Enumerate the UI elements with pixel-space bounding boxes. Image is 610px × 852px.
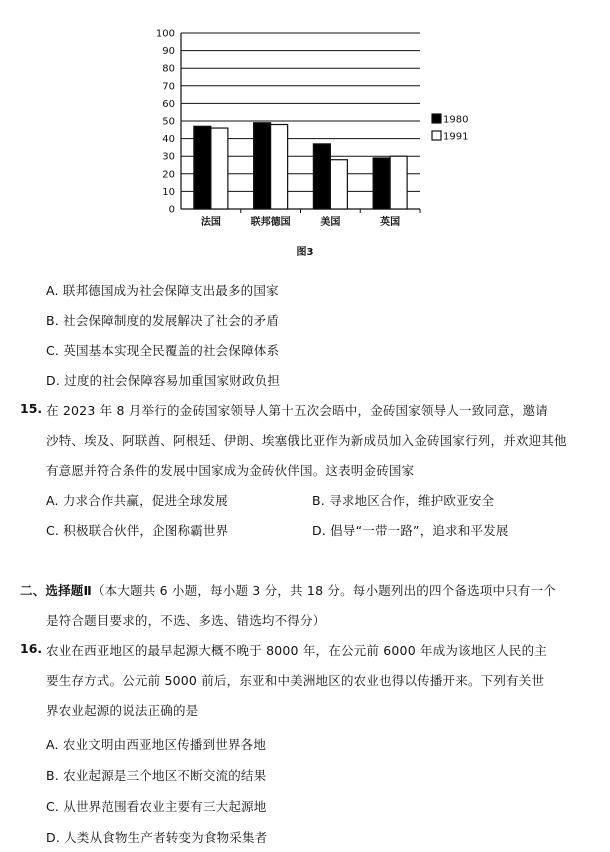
y-tick-label: 90 <box>162 46 175 58</box>
x-tick-label: 联邦德国 <box>250 217 291 228</box>
figure-caption: 图3 <box>296 247 314 258</box>
bar-1980-2 <box>313 144 330 209</box>
q14-option-a: A. 联邦德国成为社会保障支出最多的国家 <box>46 283 279 298</box>
bar-1980-1 <box>254 123 271 209</box>
y-tick-label: 80 <box>162 63 175 75</box>
section-2-title: 二、选择题Ⅱ <box>20 583 92 598</box>
q16-stem-line-2: 要生存方式。公元前 5000 前后，东亚和中美洲地区的农业也得以传播开来。下列有关世 <box>46 673 545 688</box>
y-tick-label: 10 <box>162 186 175 198</box>
legend-entry-1980: 1980 <box>443 114 469 126</box>
q15-option-a: A. 力求合作共赢，促进全球发展 <box>46 493 228 508</box>
section-2-heading <box>20 581 556 599</box>
legend-swatch-1991 <box>432 131 441 140</box>
q15-option-c: C. 积极联合伙伴，企图称霸世界 <box>46 523 229 538</box>
y-tick-label: 20 <box>162 169 175 181</box>
legend-entry-1991: 1991 <box>443 131 469 143</box>
bar-1980-0 <box>194 126 211 209</box>
y-tick-label: 50 <box>162 116 175 128</box>
y-tick-label: 100 <box>155 28 175 40</box>
q15-stem-line-2: 沙特、埃及、阿联酋、阿根廷、伊朗、埃塞俄比亚作为新成员加入金砖国家行列，并欢迎其他 <box>46 433 567 448</box>
q15-option-b: B. 寻求地区合作，维护欧亚安全 <box>312 493 495 508</box>
bar-1991-3 <box>390 156 407 209</box>
bar-1991-1 <box>271 125 288 209</box>
q15-number: 15. <box>20 401 43 416</box>
section-2-desc-line-2: 是符合题目要求的，不选、多选、错选均不得分） <box>46 613 326 628</box>
y-tick-label: 60 <box>162 98 175 110</box>
x-tick-label: 法国 <box>200 217 221 228</box>
q16-option-d: D. 人类从食物生产者转变为食物采集者 <box>46 830 268 845</box>
q16-number: 16. <box>20 641 43 656</box>
q14-option-c: C. 英国基本实现全民覆盖的社会保障体系 <box>46 343 280 358</box>
section-2-desc: （本大题共 6 小题，每小题 3 分，共 18 分。每小题列出的四个备选项中只有一个 <box>91 583 556 598</box>
q15-stem-line-3: 有意愿并符合条件的发展中国家成为金砖伙伴国。这表明金砖国家 <box>46 463 415 478</box>
y-tick-label: 70 <box>162 81 175 93</box>
q16-stem-line-1: 农业在西亚地区的最早起源大概不晚于 8000 年，在公元前 6000 年成为该地区人民的主 <box>46 643 548 658</box>
q16-option-a: A. 农业文明由西亚地区传播到世界各地 <box>46 737 267 752</box>
q16-stem-line-3: 界农业起源的说法正确的是 <box>46 703 199 718</box>
bar-1991-2 <box>330 160 347 209</box>
bar-1980-3 <box>373 158 390 209</box>
q16-option-c: C. 从世界范围看农业主要有三大起源地 <box>46 799 267 814</box>
y-tick-label: 40 <box>162 134 175 146</box>
q15-option-d: D. 倡导“一带一路”，追求和平发展 <box>312 523 509 538</box>
q16-option-b: B. 农业起源是三个地区不断交流的结果 <box>46 768 267 783</box>
q14-option-b: B. 社会保障制度的发展解决了社会的矛盾 <box>46 313 280 328</box>
bar-1991-0 <box>211 128 228 209</box>
legend-swatch-1980 <box>432 114 441 123</box>
y-tick-label: 30 <box>162 151 175 163</box>
q15-stem-line-1: 在 2023 年 8 月举行的金砖国家领导人第十五次会晤中，金砖国家领导人一致同意，邀请 <box>46 403 548 418</box>
x-tick-label: 美国 <box>320 217 341 228</box>
x-tick-label: 英国 <box>380 217 401 228</box>
q14-option-d: D. 过度的社会保障容易加重国家财政负担 <box>46 373 281 388</box>
y-tick-label: 0 <box>168 204 175 216</box>
bar-chart <box>0 0 610 240</box>
